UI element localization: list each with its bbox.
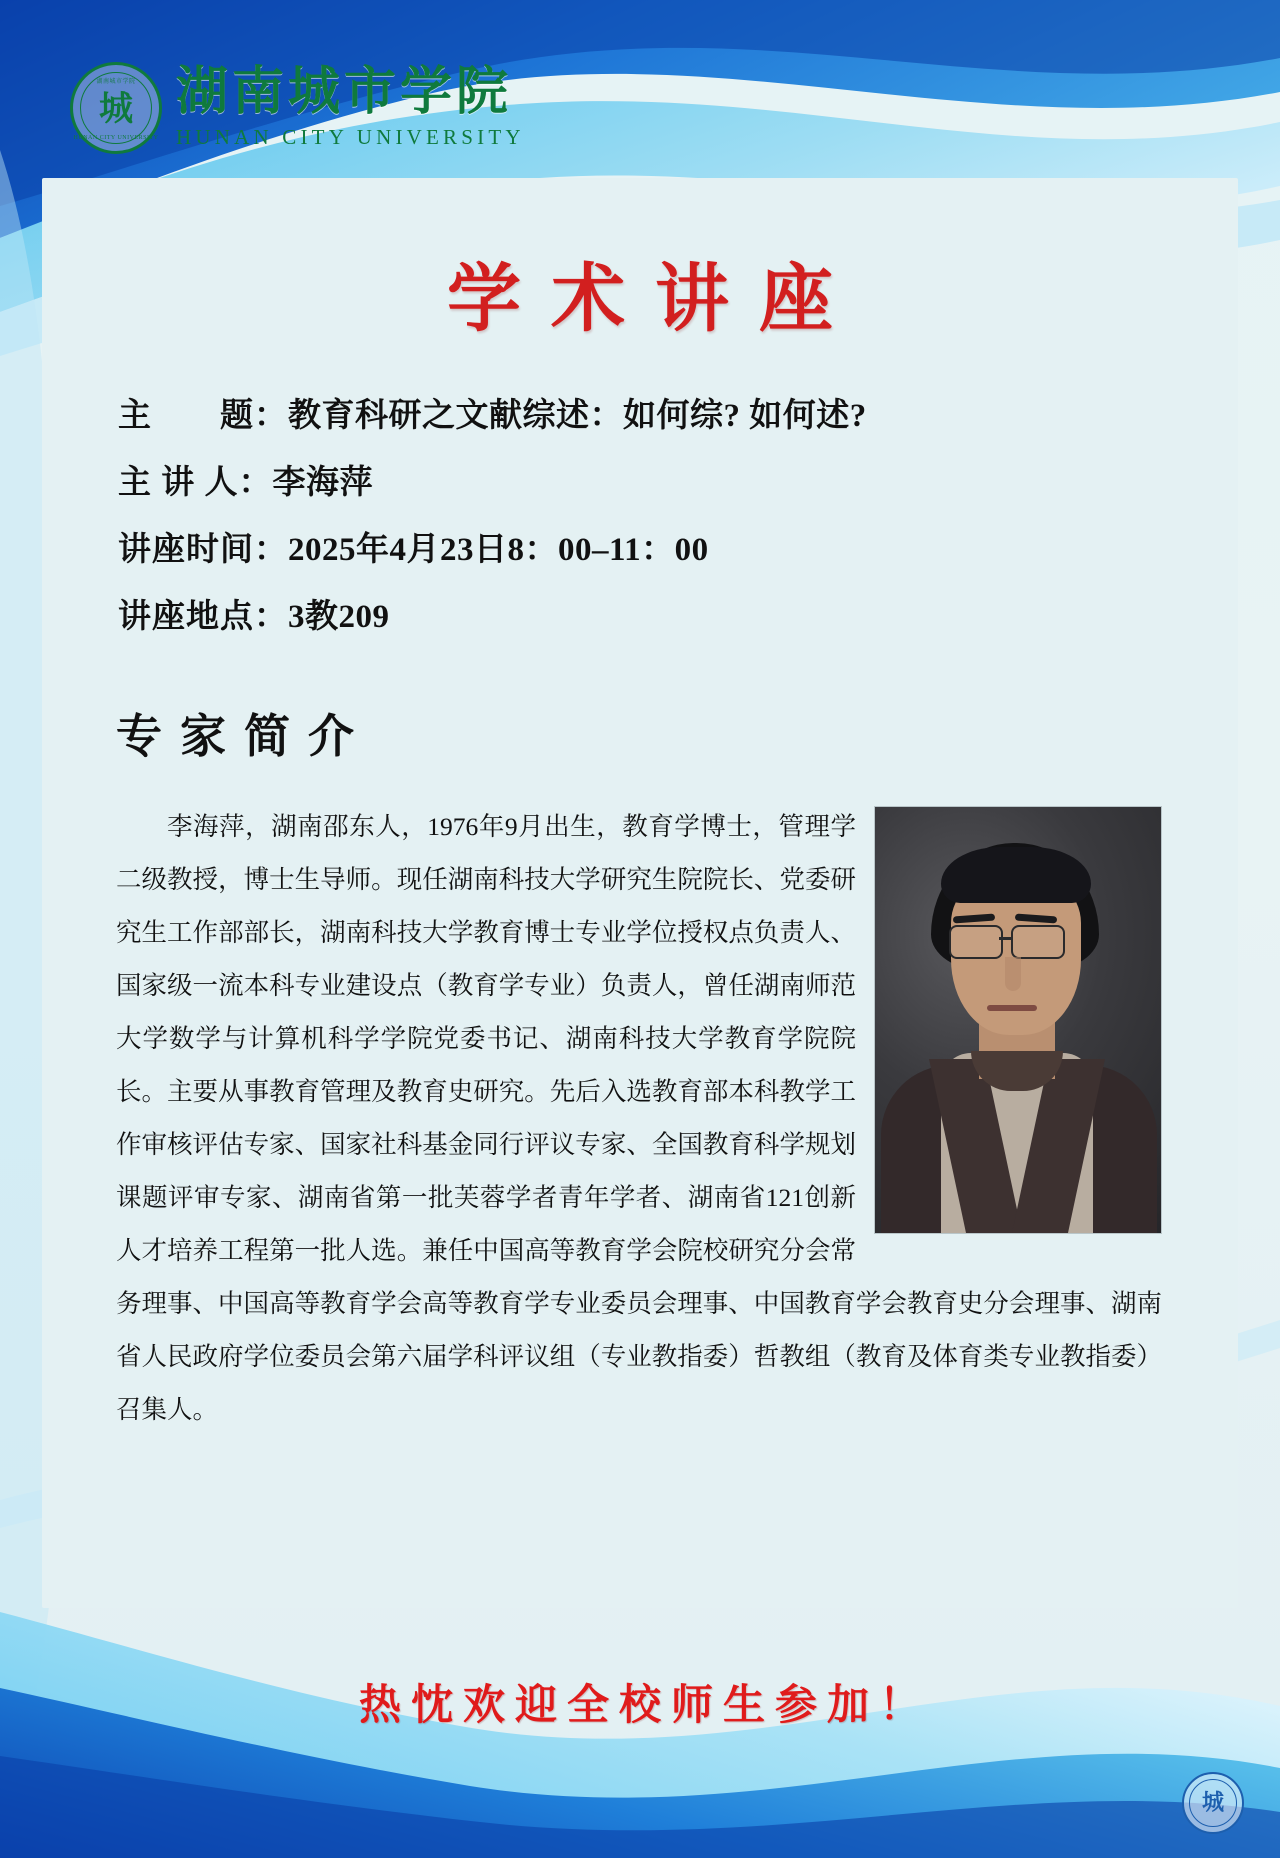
lecture-info xyxy=(118,400,1178,668)
corner-seal-glyph: 城 xyxy=(1201,1789,1224,1815)
expert-bio-text: 李海萍，湖南邵东人，1976年9月出生，教育学博士，管理学二级教授，博士生导师。现任湖南科技大学研究生院院长、党委研究生工作部部长，湖南科技大学教育博士专业学位授权点负责人、国家级一流本科专业建设点（教育学专业）负责人，曾任湖南师范大学数学与计算机科学学院党委书记、湖南科技大学教育学院院长。主要从事教育管理及教育史研究。先后入选教育部本科教学工作审核评估专家、国家社科基金同行评议专家、全国教育科学规划课题评审专家、湖南省第一批芙蓉学者青年学者、湖南省121创新人才培养工程第一批人选。兼任中国高等教育学会院校研究分会常务理事、中国高等教育学会高等教育学专业委员会理事、中国教育学会教育史分会理事、湖南省人民政府学位委员会第六届学科评议组（专业教指委）哲教组（教育及体育类专业教指委）召集人。 xyxy=(116,812,1162,1424)
speaker-photo xyxy=(874,806,1162,1234)
logo-seal-arc-bottom: HUNAN CITY UNIVERSITY xyxy=(73,135,159,141)
section-title-expert: 专家简介 xyxy=(116,711,372,762)
info-value-speaker: 李海萍 xyxy=(272,465,373,501)
logo-name-cn: 湖南城市学院 xyxy=(176,64,513,122)
logo-seal-glyph: 城 xyxy=(99,91,133,129)
info-label-speaker: 主 讲 人： xyxy=(118,465,273,501)
info-row-topic xyxy=(118,400,1178,433)
logo-seal-icon xyxy=(70,62,162,154)
info-row-time xyxy=(118,534,1178,567)
page-title: 学术讲座 xyxy=(447,259,863,341)
info-value-time: 2025年4月23日8：00–11：00 xyxy=(288,532,709,568)
corner-seal-icon xyxy=(1182,1772,1244,1834)
logo-name-en: HUNAN CITY UNIVERSITY xyxy=(176,124,525,149)
logo-seal-arc-top: 湖南城市学院 xyxy=(96,79,136,85)
welcome-slogan: 热忱欢迎全校师生参加！ xyxy=(358,1683,931,1729)
expert-bio xyxy=(116,800,1162,1436)
info-value-topic: 教育科研之文献综述：如何综? 如何述? xyxy=(288,398,867,434)
info-label-location: 讲座地点： xyxy=(118,599,288,635)
info-label-time: 讲座时间： xyxy=(118,532,288,568)
info-row-speaker xyxy=(118,467,1178,500)
info-value-location: 3教209 xyxy=(288,599,390,635)
university-logo xyxy=(70,62,525,154)
info-row-location xyxy=(118,601,1178,634)
info-label-topic: 主 题： xyxy=(118,398,288,434)
